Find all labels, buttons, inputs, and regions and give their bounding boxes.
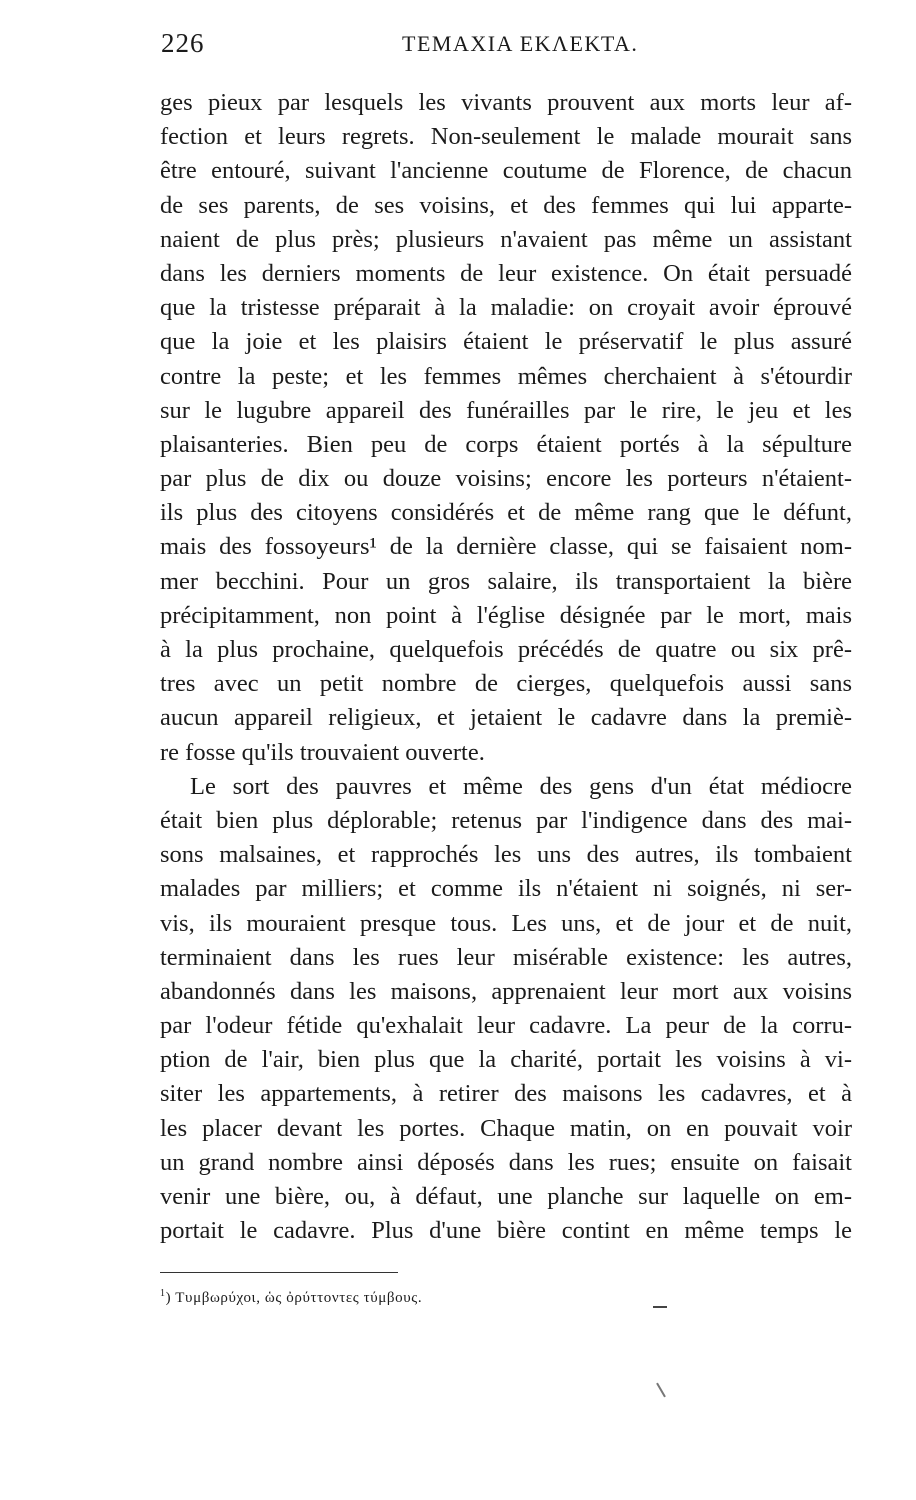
text-line: siter les appartements, à retirer des maisons les cadavres, et à bbox=[160, 1080, 852, 1108]
running-title: ΤΕΜΑΧΙΑ ΕΚΛΕΚΤΑ. bbox=[402, 31, 639, 56]
text-line: abandonnés dans les maisons, apprenaient leur mort aux voisins bbox=[160, 977, 852, 1005]
text-line: ges pieux par lesquels les vivants prouvent aux morts leur af- bbox=[160, 89, 852, 116]
text-line: par plus de dix ou douze voisins; encore les porteurs n'étaient- bbox=[160, 465, 852, 493]
text-line: vis, ils mouraient presque tous. Les uns, et de jour et de nuit, bbox=[160, 909, 852, 937]
text-line: par l'odeur fétide qu'exhalait leur cadavre. La peur de la corru- bbox=[160, 1012, 852, 1040]
text-line: être entouré, suivant l'ancienne coutume de Florence, de chacun bbox=[160, 157, 852, 185]
text-line: sons malsaines, et rapprochés les uns des autres, ils tombaient bbox=[160, 841, 852, 869]
text-line: les placer devant les portes. Chaque matin, on en pouvait voir bbox=[160, 1114, 852, 1142]
text-line: Le sort des pauvres et même des gens d'un état médiocre bbox=[190, 772, 852, 800]
text-line: à la plus prochaine, quelquefois précédés de quatre ou six prê- bbox=[160, 636, 852, 663]
text-line: que la tristesse préparait à la maladie: on croyait avoir éprouvé bbox=[160, 294, 852, 322]
text-line: dans les derniers moments de leur existence. On était persuadé bbox=[160, 259, 852, 287]
text-line: mer becchini. Pour un gros salaire, ils transportaient la bière bbox=[160, 567, 852, 595]
stray-mark bbox=[656, 1383, 666, 1398]
text-line: terminaient dans les rues leur misérable existence: les autres, bbox=[160, 943, 852, 971]
text-line: plaisanteries. Bien peu de corps étaient portés à la sépulture bbox=[160, 430, 852, 458]
page-number: 226 bbox=[161, 28, 205, 58]
text-line: que la joie et les plaisirs étaient le préservatif le plus assuré bbox=[160, 328, 852, 356]
text-line: était bien plus déplorable; retenus par l'indigence dans des mai- bbox=[160, 806, 852, 834]
footnote-text: ) Τυμβωρύχοι, ὡς ὀρύττοντες τύμβους. bbox=[165, 1290, 423, 1306]
footnote bbox=[160, 1288, 422, 1307]
text-line: aucun appareil religieux, et jetaient le cadavre dans la premiè- bbox=[160, 704, 852, 732]
footnote-rule bbox=[160, 1272, 398, 1273]
text-line: ption de l'air, bien plus que la charité, portait les voisins à vi- bbox=[160, 1046, 852, 1074]
text-line: portait le cadavre. Plus d'une bière contint en même temps le bbox=[160, 1217, 852, 1245]
body-text bbox=[160, 86, 852, 1248]
binding-mark bbox=[653, 1298, 667, 1308]
text-line: naient de plus près; plusieurs n'avaient pas même un assistant bbox=[160, 225, 852, 253]
text-line: fection et leurs regrets. Non-seulement le malade mourait sans bbox=[160, 123, 852, 151]
footnote-marker: 1 bbox=[160, 1288, 166, 1299]
text-line: sur le lugubre appareil des funérailles par le rire, le jeu et les bbox=[160, 396, 852, 424]
text-line: contre la peste; et les femmes mêmes cherchaient à s'étourdir bbox=[160, 362, 852, 390]
text-line: malades par milliers; et comme ils n'étaient ni soignés, ni ser- bbox=[160, 875, 852, 903]
text-line: mais des fossoyeurs¹ de la dernière classe, qui se faisaient nom- bbox=[160, 533, 852, 561]
text-line: venir une bière, ou, à défaut, une planche sur laquelle on em- bbox=[160, 1183, 852, 1210]
text-line: un grand nombre ainsi déposés dans les rues; ensuite on faisait bbox=[160, 1148, 852, 1176]
text-line: ils plus des citoyens considérés et de même rang que le défunt, bbox=[160, 499, 852, 527]
text-line: précipitamment, non point à l'église désignée par le mort, mais bbox=[160, 601, 852, 629]
text-line: tres avec un petit nombre de cierges, quelquefois aussi sans bbox=[160, 670, 852, 698]
text-line: re fosse qu'ils trouvaient ouverte. bbox=[160, 738, 485, 766]
text-line: de ses parents, de ses voisins, et des femmes qui lui apparte- bbox=[160, 191, 852, 219]
